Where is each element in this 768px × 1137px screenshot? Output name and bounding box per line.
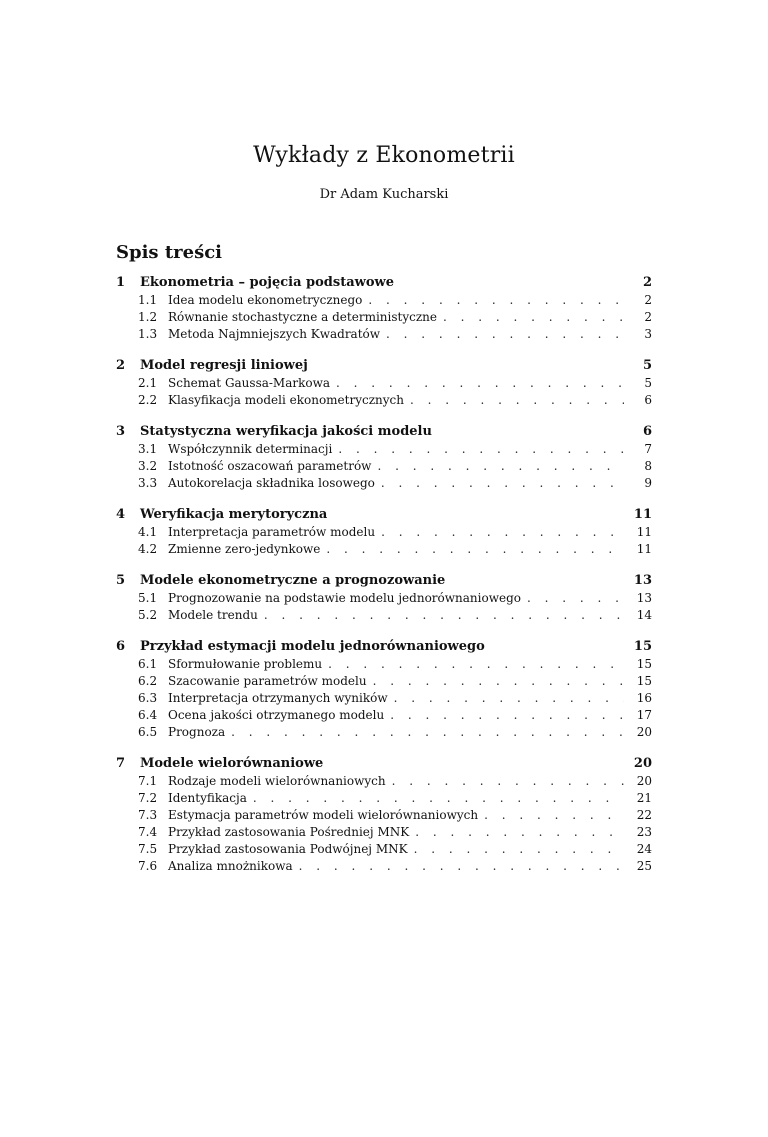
document-author: Dr Adam Kucharski — [319, 187, 449, 203]
toc-subsection-number: 7.5 — [138, 842, 158, 857]
toc-subsection-entry[interactable] — [138, 859, 652, 876]
toc-subsection-title: Prognoza — [168, 725, 226, 740]
toc-subsection-number: 7.4 — [138, 825, 158, 840]
toc-dot-leader — [231, 725, 624, 739]
toc-dot-leader — [484, 808, 624, 822]
toc-dot-leader — [381, 476, 624, 490]
toc-subsection-entry[interactable] — [138, 691, 652, 708]
toc-section-entry[interactable] — [116, 573, 652, 591]
toc-subsection-number: 6.3 — [138, 691, 158, 706]
toc-subsection-page: 20 — [636, 725, 652, 740]
toc-section-number: 5 — [116, 573, 126, 589]
toc-section — [116, 639, 652, 742]
toc-subsection-title: Idea modelu ekonometrycznego — [168, 293, 363, 308]
toc-subsection-page: 3 — [644, 327, 652, 342]
toc-subsection-title: Przykład zastosowania Podwójnej MNK — [168, 842, 408, 857]
toc-subsection-page: 2 — [644, 293, 652, 308]
toc-subsection-page: 22 — [636, 808, 652, 823]
toc-dot-leader — [328, 657, 624, 671]
toc-dot-leader — [392, 774, 624, 788]
toc-subsection-page: 23 — [636, 825, 652, 840]
toc-section-page: 11 — [633, 507, 652, 523]
toc-section-entry[interactable] — [116, 507, 652, 525]
toc-dot-leader — [381, 525, 624, 539]
toc-subsection-entry[interactable] — [138, 442, 652, 459]
toc-subsection-title: Prognozowanie na podstawie modelu jednorównaniowego — [168, 591, 521, 606]
toc-subsection-title: Schemat Gaussa-Markowa — [168, 376, 331, 391]
toc-dot-leader — [394, 691, 624, 705]
toc-section-title: Statystyczna weryfikacja jakości modelu — [140, 424, 432, 440]
toc-section-title: Model regresji liniowej — [140, 358, 308, 374]
toc-section — [116, 507, 652, 559]
table-of-contents — [116, 275, 652, 876]
toc-section-entry[interactable] — [116, 756, 652, 774]
toc-subsection-entry[interactable] — [138, 476, 652, 493]
toc-subsection-number: 2.1 — [138, 376, 158, 391]
toc-section-title: Przykład estymacji modelu jednorównaniowego — [140, 639, 485, 655]
toc-subsection-entry[interactable] — [138, 459, 652, 476]
toc-subsection-entry[interactable] — [138, 774, 652, 791]
toc-subsection-title: Autokorelacja składnika losowego — [168, 476, 375, 491]
toc-subsection-page: 25 — [636, 859, 652, 874]
toc-subsection-entry[interactable] — [138, 657, 652, 674]
toc-section-title: Ekonometria – pojęcia podstawowe — [140, 275, 394, 291]
toc-dot-leader — [253, 791, 624, 805]
toc-subsection-number: 3.2 — [138, 459, 158, 474]
toc-subsection-number: 7.2 — [138, 791, 158, 806]
toc-dot-leader — [336, 376, 624, 390]
toc-subsection-page: 11 — [636, 542, 652, 557]
toc-subsection-page: 14 — [636, 608, 652, 623]
toc-subsection-entry[interactable] — [138, 842, 652, 859]
toc-subsection-number: 7.6 — [138, 859, 158, 874]
toc-dot-leader — [299, 859, 624, 873]
toc-subsection-title: Istotność oszacowań parametrów — [168, 459, 372, 474]
toc-subsection-list — [116, 774, 652, 876]
toc-dot-leader — [415, 825, 624, 839]
toc-subsection-page: 15 — [636, 674, 652, 689]
toc-dot-leader — [386, 327, 624, 341]
toc-subsection-entry[interactable] — [138, 542, 652, 559]
toc-dot-leader — [326, 542, 624, 556]
toc-section-entry[interactable] — [116, 639, 652, 657]
toc-subsection-entry[interactable] — [138, 293, 652, 310]
toc-subsection-number: 1.3 — [138, 327, 158, 342]
toc-subsection-entry[interactable] — [138, 708, 652, 725]
toc-subsection-number: 6.5 — [138, 725, 158, 740]
toc-subsection-number: 6.1 — [138, 657, 158, 672]
toc-subsection-entry[interactable] — [138, 808, 652, 825]
toc-subsection-title: Modele trendu — [168, 608, 258, 623]
toc-section-entry[interactable] — [116, 424, 652, 442]
toc-dot-leader — [410, 393, 624, 407]
toc-subsection-entry[interactable] — [138, 608, 652, 625]
toc-subsection-number: 7.3 — [138, 808, 158, 823]
toc-section — [116, 358, 652, 410]
toc-subsection-title: Interpretacja parametrów modelu — [168, 525, 376, 540]
toc-subsection-page: 8 — [644, 459, 652, 474]
toc-dot-leader — [373, 674, 624, 688]
toc-subsection-page: 15 — [636, 657, 652, 672]
document-title: Wykłady z Ekonometrii — [253, 143, 515, 168]
toc-subsection-page: 9 — [644, 476, 652, 491]
document-page — [0, 143, 768, 1137]
toc-dot-leader — [390, 708, 624, 722]
toc-subsection-page: 17 — [636, 708, 652, 723]
toc-subsection-page: 13 — [636, 591, 652, 606]
toc-subsection-entry[interactable] — [138, 327, 652, 344]
toc-subsection-title: Metoda Najmniejszych Kwadratów — [168, 327, 381, 342]
toc-section-title: Modele wielorównaniowe — [140, 756, 324, 772]
toc-subsection-number: 1.1 — [138, 293, 158, 308]
toc-subsection-entry[interactable] — [138, 725, 652, 742]
toc-heading: Spis treści — [116, 242, 223, 264]
toc-subsection-entry[interactable] — [138, 310, 652, 327]
toc-subsection-entry[interactable] — [138, 525, 652, 542]
toc-subsection-title: Przykład zastosowania Pośredniej MNK — [168, 825, 410, 840]
toc-subsection-list — [116, 525, 652, 559]
toc-subsection-title: Rodzaje modeli wielorównaniowych — [168, 774, 386, 789]
toc-subsection-list — [116, 442, 652, 493]
toc-dot-leader — [527, 591, 624, 605]
toc-dot-leader — [368, 293, 624, 307]
toc-subsection-page: 21 — [636, 791, 652, 806]
toc-subsection-entry[interactable] — [138, 376, 652, 393]
toc-subsection-page: 24 — [636, 842, 652, 857]
toc-subsection-entry[interactable] — [138, 674, 652, 691]
toc-section-number: 2 — [116, 358, 126, 374]
toc-section-entry[interactable] — [116, 358, 652, 376]
toc-subsection-number: 4.2 — [138, 542, 158, 557]
toc-dot-leader — [264, 608, 624, 622]
toc-subsection-entry[interactable] — [138, 825, 652, 842]
toc-section-page: 5 — [642, 358, 652, 374]
toc-subsection-title: Równanie stochastyczne a deterministyczne — [168, 310, 437, 325]
toc-subsection-page: 16 — [636, 691, 652, 706]
toc-subsection-number: 3.3 — [138, 476, 158, 491]
toc-dot-leader — [377, 459, 624, 473]
toc-subsection-entry[interactable] — [138, 393, 652, 410]
toc-subsection-list — [116, 657, 652, 742]
toc-subsection-title: Sformułowanie problemu — [168, 657, 323, 672]
toc-subsection-page: 6 — [644, 393, 652, 408]
toc-section — [116, 424, 652, 493]
toc-subsection-page: 5 — [644, 376, 652, 391]
toc-subsection-entry[interactable] — [138, 791, 652, 808]
toc-subsection-title: Analiza mnożnikowa — [168, 859, 293, 874]
toc-subsection-page: 11 — [636, 525, 652, 540]
toc-section-page: 2 — [642, 275, 652, 291]
toc-section-page: 13 — [633, 573, 652, 589]
toc-section-number: 7 — [116, 756, 126, 772]
toc-dot-leader — [338, 442, 624, 456]
toc-section-title: Modele ekonometryczne a prognozowanie — [140, 573, 446, 589]
toc-section-number: 3 — [116, 424, 126, 440]
toc-subsection-number: 1.2 — [138, 310, 158, 325]
toc-subsection-title: Estymacja parametrów modeli wielorównaniowych — [168, 808, 479, 823]
toc-subsection-page: 20 — [636, 774, 652, 789]
toc-subsection-list — [116, 293, 652, 344]
toc-subsection-list — [116, 591, 652, 625]
toc-section-entry[interactable] — [116, 275, 652, 293]
toc-section-page: 15 — [633, 639, 652, 655]
toc-subsection-title: Interpretacja otrzymanych wyników — [168, 691, 388, 706]
toc-section — [116, 573, 652, 625]
toc-section-page: 20 — [633, 756, 652, 772]
toc-subsection-list — [116, 376, 652, 410]
toc-subsection-page: 7 — [644, 442, 652, 457]
toc-section — [116, 275, 652, 344]
toc-subsection-title: Zmienne zero-jedynkowe — [168, 542, 321, 557]
toc-subsection-number: 5.1 — [138, 591, 158, 606]
toc-subsection-title: Szacowanie parametrów modelu — [168, 674, 367, 689]
toc-subsection-title: Ocena jakości otrzymanego modelu — [168, 708, 385, 723]
toc-subsection-number: 7.1 — [138, 774, 158, 789]
toc-dot-leader — [443, 310, 624, 324]
toc-subsection-number: 6.2 — [138, 674, 158, 689]
toc-subsection-title: Współczynnik determinacji — [168, 442, 333, 457]
toc-subsection-title: Klasyfikacja modeli ekonometrycznych — [168, 393, 404, 408]
toc-section-page: 6 — [642, 424, 652, 440]
toc-subsection-page: 2 — [644, 310, 652, 325]
toc-subsection-number: 6.4 — [138, 708, 158, 723]
toc-subsection-title: Identyfikacja — [168, 791, 247, 806]
toc-section-number: 4 — [116, 507, 126, 523]
toc-section-number: 1 — [116, 275, 126, 291]
toc-subsection-number: 4.1 — [138, 525, 158, 540]
toc-section-title: Weryfikacja merytoryczna — [140, 507, 328, 523]
toc-subsection-entry[interactable] — [138, 591, 652, 608]
toc-subsection-number: 2.2 — [138, 393, 158, 408]
toc-section — [116, 756, 652, 876]
toc-subsection-number: 3.1 — [138, 442, 158, 457]
toc-section-number: 6 — [116, 639, 126, 655]
toc-subsection-number: 5.2 — [138, 608, 158, 623]
toc-dot-leader — [414, 842, 624, 856]
